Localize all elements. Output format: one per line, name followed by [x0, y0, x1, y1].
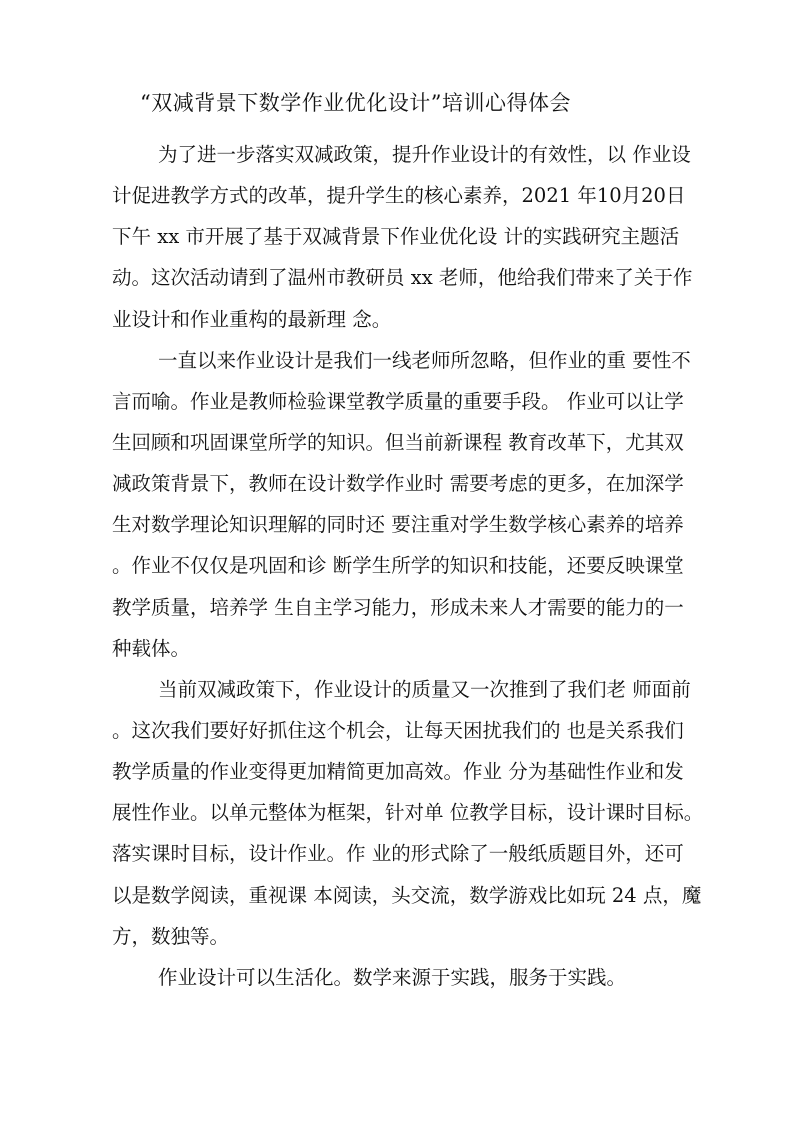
- paragraph-2-line-3: 生回顾和巩固课堂所学的知识。但当前新课程 教育改革下，尤其双: [112, 431, 684, 454]
- paragraph-2-line-2: 言而喻。作业是教师检验课堂教学质量的重要手段。 作业可以让学: [112, 390, 684, 413]
- paragraph-3-line-1: 当前双减政策下，作业设计的质量又一次推到了我们老 师面前: [158, 678, 691, 701]
- paragraph-3-line-5: 落实课时目标，设计作业。作 业的形式除了一般纸质题目外，还可: [112, 842, 684, 865]
- paragraph-4-line-1: 作业设计可以生活化。数学来源于实践，服务于实践。: [158, 966, 627, 989]
- paragraph-2-line-8: 种载体。: [112, 637, 191, 660]
- paragraph-2-line-5: 生对数学理论知识理解的同时还 要注重对学生数学核心素养的培养: [112, 513, 684, 536]
- paragraph-1-line-2: 计促进教学方式的改革，提升学生的核心素养，2021 年10月20日: [112, 184, 686, 207]
- paragraph-2-line-4: 减政策背景下，教师在设计数学作业时 需要考虑的更多，在加深学: [112, 472, 684, 495]
- paragraph-3-line-2: 。这次我们要好好抓住这个机会，让每天困扰我们的 也是关系我们: [112, 719, 684, 742]
- paragraph-1-line-5: 业设计和作业重构的最新理 念。: [112, 308, 392, 331]
- paragraph-3-line-6: 以是数学阅读，重视课 本阅读，头交流，数学游戏比如玩 24 点，魔: [112, 884, 702, 907]
- paragraph-1-line-4: 动。这次活动请到了温州市教研员 xx 老师，他给我们带来了关于作: [112, 266, 693, 289]
- paragraph-3-line-4: 展性作业。以单元整体为框架，针对单 位教学目标，设计课时目标。: [112, 801, 704, 824]
- paragraph-2-line-6: 。作业不仅仅是巩固和诊 断学生所学的知识和技能，还要反映课堂: [112, 554, 684, 577]
- paragraph-3-line-7: 方，数独等。: [112, 925, 230, 948]
- paragraph-1-line-3: 下午 xx 市开展了基于双减背景下作业优化设 计的实践研究主题活: [112, 225, 680, 248]
- paragraph-3-line-3: 教学质量的作业变得更加精简更加高效。作业 分为基础性作业和发: [112, 760, 684, 783]
- paragraph-1-line-1: 为了进一步落实双减政策，提升作业设计的有效性，以 作业设: [158, 143, 691, 166]
- document-title: “双减背景下数学作业优化设计”培训心得体会: [140, 91, 571, 115]
- paragraph-2-line-7: 教学质量，培养学 生自主学习能力，形成未来人才需要的能力的一: [112, 596, 684, 619]
- paragraph-2-line-1: 一直以来作业设计是我们一线老师所忽略，但作业的重 要性不: [158, 349, 691, 372]
